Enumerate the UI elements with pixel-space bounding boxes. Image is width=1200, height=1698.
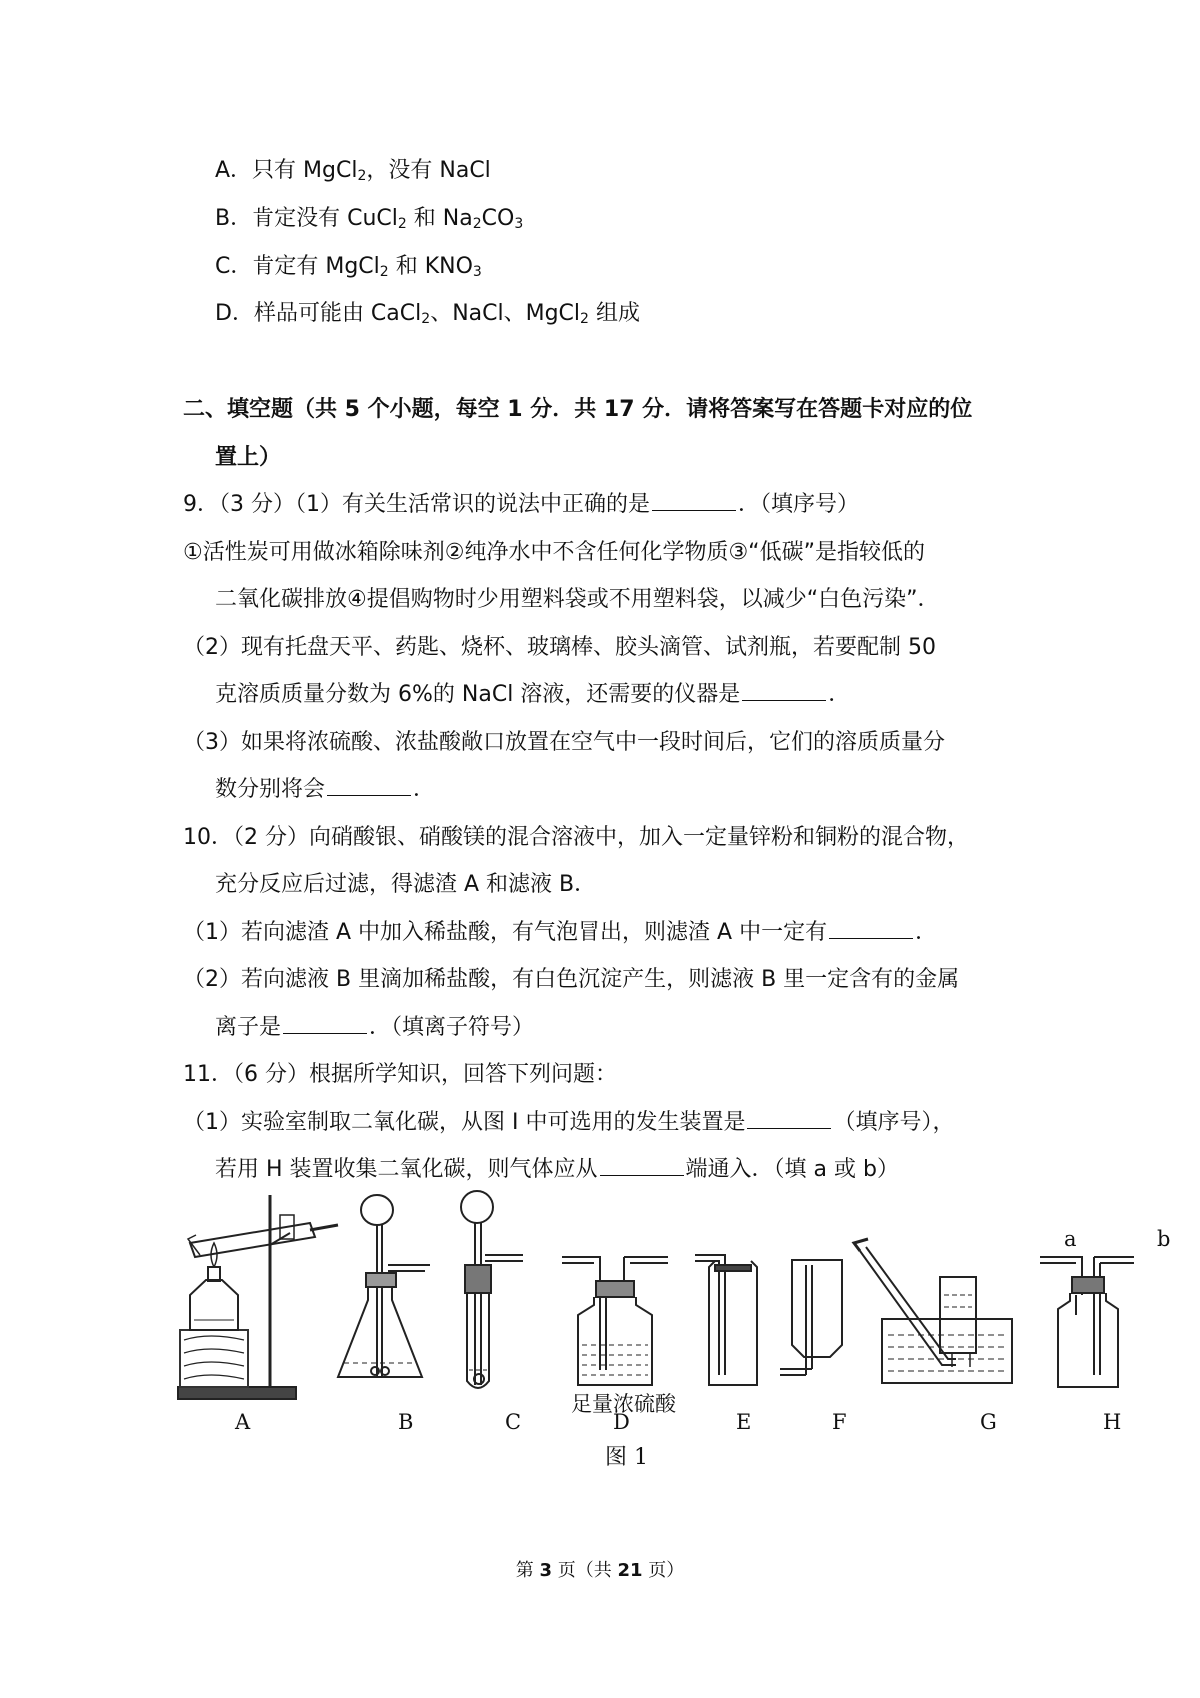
figure-caption: 图 1 (605, 1445, 648, 1470)
q9-line4: （2）现有托盘天平、药匙、烧杯、玻璃棒、胶头滴管、试剂瓶，若要配制 50 (183, 635, 936, 660)
q11-line1: 11．（6 分）根据所学知识，回答下列问题： (183, 1062, 617, 1087)
port-label-b: b (1157, 1227, 1171, 1251)
apparatus-f (780, 1260, 842, 1375)
q10-line5: 离子是 ．（填离子符号） (215, 1015, 535, 1040)
q9-line2: ①活性炭可用做冰箱除味剂②纯净水中不含任何化学物质③“低碳”是指较低的 (183, 540, 925, 565)
apparatus-c (461, 1191, 523, 1388)
apparatus-e (695, 1255, 757, 1385)
answer-blank[interactable] (600, 1155, 684, 1176)
figure-letter-a: A (235, 1410, 251, 1434)
apparatus-figure (170, 1185, 1160, 1410)
figure-letter-h: H (1103, 1410, 1122, 1434)
q9-line3: 二氧化碳排放④提倡购物时少用塑料袋或不用塑料袋，以减少“白色污染”． (215, 587, 940, 612)
apparatus-h (1040, 1257, 1134, 1387)
answer-blank[interactable] (652, 490, 736, 511)
q9-line7: 数分别将会 ． (215, 777, 436, 802)
apparatus-b (338, 1195, 430, 1377)
q10-line4: （2）若向滤液 B 里滴加稀盐酸，有白色沉淀产生，则滤液 B 里一定含有的金属 (183, 967, 960, 992)
figure-letter-d: D (613, 1410, 630, 1434)
q11-line2: （1）实验室制取二氧化碳，从图 I 中可选用的发生装置是 （填序号）， (183, 1110, 955, 1135)
answer-blank[interactable] (829, 918, 913, 939)
figure-letter-c: C (505, 1410, 522, 1434)
section-heading-cont: 置上） (215, 445, 282, 470)
option-d: D．样品可能由 CaCl$_2$、NaCl、MgCl$_2$ 组成 (215, 301, 640, 327)
figure-letter-f: F (832, 1410, 847, 1434)
option-a: A．只有 MgCl$_2$，没有 NaCl (215, 158, 491, 184)
answer-blank[interactable] (747, 1108, 831, 1129)
option-b: B．肯定没有 CuCl$_2$ 和 $Na_2CO_3$ (215, 206, 524, 232)
q10-line3: （1）若向滤渣 A 中加入稀盐酸，有气泡冒出，则滤渣 A 中一定有 ． (183, 920, 938, 945)
answer-blank[interactable] (742, 680, 826, 701)
q9-line5: 克溶质质量分数为 6%的 NaCl 溶液，还需要的仪器是 ． (215, 682, 851, 707)
apparatus-a (178, 1195, 338, 1399)
option-c: C．肯定有 MgCl$_2$ 和 $KNO_3$ (215, 254, 482, 280)
q9-line6: （3）如果将浓硫酸、浓盐酸敞口放置在空气中一段时间后，它们的溶质质量分 (183, 730, 945, 755)
page-footer: 第 3 页（共 21 页） (515, 1560, 685, 1581)
port-label-a: a (1064, 1227, 1077, 1251)
answer-blank[interactable] (283, 1013, 367, 1034)
section-heading: 二、填空题（共 5 个小题，每空 1 分．共 17 分．请将答案写在答题卡对应的位 (183, 397, 973, 422)
figure-letter-b: B (398, 1410, 414, 1434)
apparatus-d (562, 1257, 668, 1385)
q10-line1: 10．（2 分）向硝酸银、硝酸镁的混合溶液中，加入一定量锌粉和铜粉的混合物， (183, 825, 969, 850)
answer-blank[interactable] (327, 775, 411, 796)
d-reagent-label: 足量浓硫酸 (571, 1392, 676, 1416)
figure-letter-g: G (980, 1410, 997, 1434)
q11-line3: 若用 H 装置收集二氧化碳，则气体应从 端通入．（填 a 或 b） (215, 1157, 899, 1182)
q9-line1: 9．（3 分）（1）有关生活常识的说法中正确的是 ．（填序号） (183, 492, 860, 517)
q10-line2: 充分反应后过滤，得滤渣 A 和滤液 B． (215, 872, 597, 897)
figure-letter-e: E (736, 1410, 752, 1434)
apparatus-g (854, 1239, 1012, 1383)
